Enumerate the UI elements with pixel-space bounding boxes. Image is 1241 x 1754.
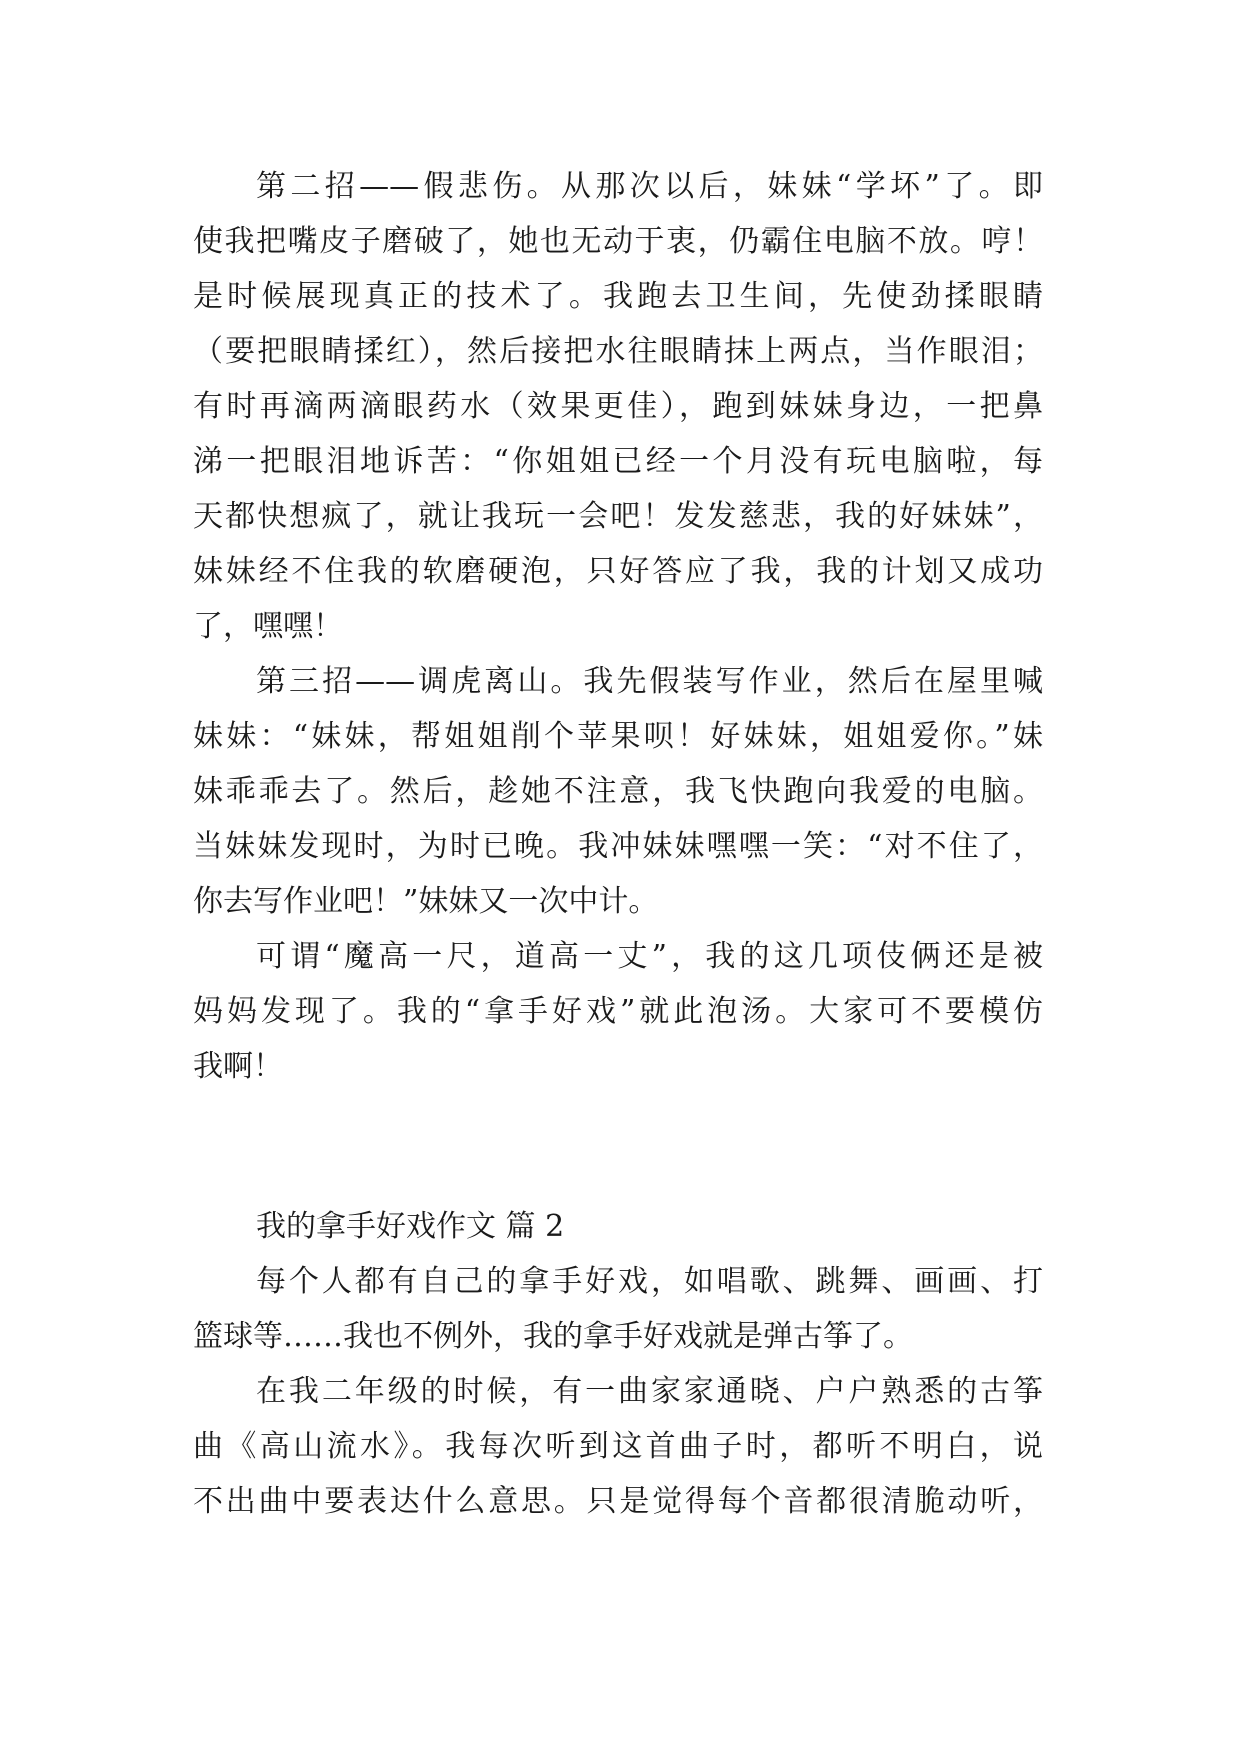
paragraph-line: 第三招——调虎离山。我先假装写作业，然后在屋里喊	[256, 664, 1043, 699]
paragraph-line: 第二招——假悲伤。从那次以后，妹妹“学坏”了。即	[256, 169, 1043, 204]
paragraph-line: 妹妹经不住我的软磨硬泡，只好答应了我，我的计划又成功	[193, 554, 1043, 589]
paragraph-line: 不出曲中要表达什么意思。只是觉得每个音都很清脆动听，	[193, 1484, 1043, 1519]
paragraph-line: 妈妈发现了。我的“拿手好戏”就此泡汤。大家可不要模仿	[193, 994, 1043, 1029]
paragraph-line: 篮球等……我也不例外，我的拿手好戏就是弹古筝了。	[193, 1319, 913, 1354]
paragraph-line: 有时再滴两滴眼药水（效果更佳），跑到妹妹身边，一把鼻	[193, 389, 1043, 424]
paragraph-line: 我啊！	[193, 1049, 283, 1084]
paragraph-line: 曲《高山流水》。我每次听到这首曲子时，都听不明白，说	[193, 1429, 1043, 1464]
paragraph-line: （要把眼睛揉红），然后接把水往眼睛抹上两点，当作眼泪；	[193, 334, 1043, 369]
paragraph-line: 在我二年级的时候，有一曲家家通晓、户户熟悉的古筝	[256, 1374, 1043, 1409]
paragraph-line: 可谓“魔高一尺，道高一丈”，我的这几项伎俩还是被	[256, 939, 1043, 974]
paragraph-line: 每个人都有自己的拿手好戏，如唱歌、跳舞、画画、打	[256, 1264, 1043, 1299]
paragraph-line: 使我把嘴皮子磨破了，她也无动于衷，仍霸住电脑不放。哼！	[193, 224, 1043, 259]
paragraph-line: 当妹妹发现时，为时已晚。我冲妹妹嘿嘿一笑：“对不住了，	[193, 829, 1043, 864]
paragraph-line: 你去写作业吧！”妹妹又一次中计。	[193, 884, 659, 919]
paragraph-line: 妹妹：“妹妹，帮姐姐削个苹果呗！好妹妹，姐姐爱你。”妹	[193, 719, 1043, 754]
paragraph-line: 是时候展现真正的技术了。我跑去卫生间，先使劲揉眼睛	[193, 279, 1043, 314]
paragraph-line: 涕一把眼泪地诉苦：“你姐姐已经一个月没有玩电脑啦，每	[193, 444, 1043, 479]
paragraph-line: 了，嘿嘿！	[193, 609, 343, 644]
paragraph-line: 天都快想疯了，就让我玩一会吧！发发慈悲，我的好妹妹”，	[193, 499, 1043, 534]
section-heading: 我的拿手好戏作文 篇 2	[256, 1209, 565, 1244]
paragraph-line: 妹乖乖去了。然后，趁她不注意，我飞快跑向我爱的电脑。	[193, 774, 1043, 809]
